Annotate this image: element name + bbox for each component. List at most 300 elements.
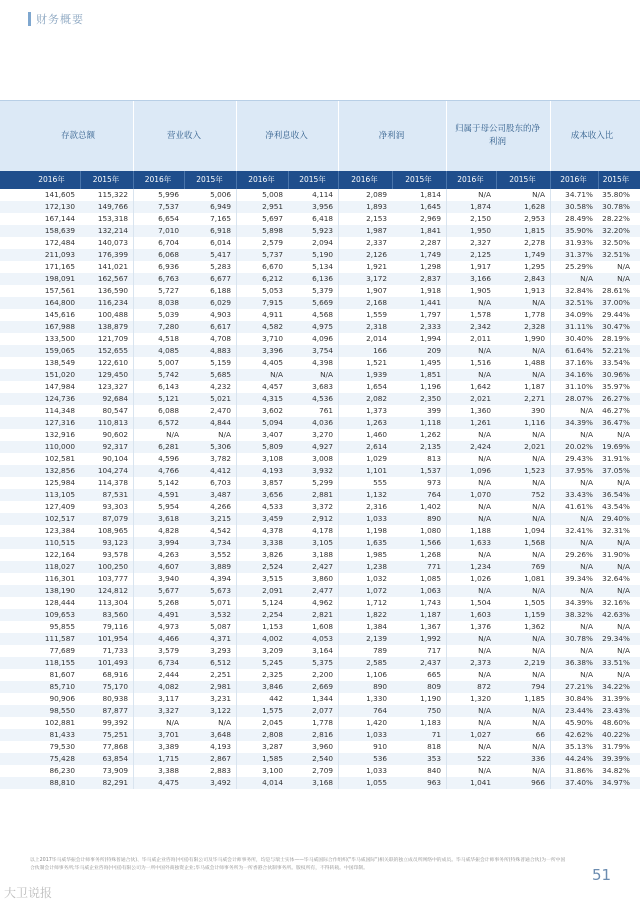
year-header-5: 2015年 [299, 175, 326, 184]
table-cell: 20.02% [565, 442, 593, 451]
table-cell: 665 [427, 670, 441, 679]
table-row [0, 321, 640, 333]
table-cell: 44.24% [565, 754, 593, 763]
column-separator [236, 717, 237, 729]
table-cell: 522 [477, 754, 491, 763]
table-cell: N/A [532, 298, 545, 307]
table-cell: 31.91% [602, 454, 630, 463]
table-cell: 99,392 [102, 718, 128, 727]
table-cell: 4,903 [210, 310, 231, 319]
table-cell: 1,921 [366, 262, 387, 271]
table-cell: N/A [532, 430, 545, 439]
table-cell: 1,749 [524, 250, 545, 259]
table-cell: 81,607 [49, 670, 75, 679]
column-separator [133, 333, 134, 345]
table-cell: 840 [427, 766, 441, 775]
table-row [0, 381, 640, 393]
table-cell: 2,251 [210, 670, 231, 679]
table-cell: 5,677 [158, 586, 179, 595]
table-row [0, 369, 640, 381]
table-cell: 1,402 [420, 502, 441, 511]
table-cell: 4,263 [158, 550, 179, 559]
year-header-4: 2016年 [248, 175, 275, 184]
column-separator [550, 705, 551, 717]
table-cell: 2,709 [312, 766, 333, 775]
table-cell: 28.61% [602, 286, 630, 295]
table-row [0, 513, 640, 525]
year-header-8: 2016年 [457, 175, 484, 184]
table-cell: 5,087 [210, 622, 231, 631]
table-cell: 95,855 [49, 622, 75, 631]
table-cell: N/A [617, 478, 630, 487]
column-separator [550, 465, 551, 477]
column-separator [446, 741, 447, 753]
table-cell: 761 [319, 406, 333, 415]
table-cell: 1,441 [420, 298, 441, 307]
table-cell: 5,008 [262, 190, 283, 199]
column-separator [446, 297, 447, 309]
column-separator [133, 777, 134, 789]
table-row [0, 261, 640, 273]
column-separator [133, 249, 134, 261]
table-cell: N/A [532, 766, 545, 775]
column-separator [550, 609, 551, 621]
table-cell: 5,283 [210, 262, 231, 271]
table-cell: 3,396 [262, 346, 283, 355]
column-separator [550, 261, 551, 273]
table-cell: 1,063 [420, 586, 441, 595]
column-separator [338, 405, 339, 417]
column-separator [236, 669, 237, 681]
column-separator [550, 669, 551, 681]
table-cell: 910 [373, 742, 387, 751]
table-cell: 30.78% [602, 202, 630, 211]
table-cell: 5,673 [210, 586, 231, 595]
table-cell: 34.16% [565, 370, 593, 379]
table-cell: 28.19% [602, 334, 630, 343]
table-cell: 3,734 [210, 538, 231, 547]
column-separator [133, 729, 134, 741]
column-separator [338, 717, 339, 729]
table-row [0, 309, 640, 321]
column-separator [236, 573, 237, 585]
column-separator [446, 309, 447, 321]
column-separator [446, 693, 447, 705]
column-separator [133, 705, 134, 717]
table-cell: 1,132 [366, 490, 387, 499]
column-separator [446, 765, 447, 777]
column-separator [236, 225, 237, 237]
table-cell: 30.47% [602, 322, 630, 331]
table-row [0, 657, 640, 669]
table-cell: 5,954 [158, 502, 179, 511]
table-cell: 4,053 [312, 634, 333, 643]
table-cell: 1,183 [420, 718, 441, 727]
table-cell: N/A [617, 586, 630, 595]
table-cell: 29.34% [602, 634, 630, 643]
table-cell: 172,484 [44, 238, 75, 247]
table-row [0, 489, 640, 501]
table-cell: 29.44% [602, 310, 630, 319]
column-separator [550, 237, 551, 249]
table-cell: 31.37% [565, 250, 593, 259]
column-separator [446, 405, 447, 417]
table-cell: 1,654 [366, 382, 387, 391]
table-row [0, 573, 640, 585]
table-cell: 4,766 [158, 466, 179, 475]
column-separator [133, 573, 134, 585]
table-cell: 3,231 [210, 694, 231, 703]
table-row [0, 405, 640, 417]
table-cell: 1,080 [420, 526, 441, 535]
column-separator [133, 765, 134, 777]
table-cell: 1,992 [420, 634, 441, 643]
table-cell: 1,815 [524, 226, 545, 235]
table-row [0, 333, 640, 345]
table-cell: 1,362 [524, 622, 545, 631]
table-cell: 35.97% [602, 382, 630, 391]
table-cell: 87,877 [102, 706, 128, 715]
table-cell: 1,797 [420, 310, 441, 319]
column-separator [338, 309, 339, 321]
table-cell: 4,883 [210, 346, 231, 355]
column-separator [550, 657, 551, 669]
table-cell: 2,153 [366, 214, 387, 223]
table-cell: 4,518 [158, 334, 179, 343]
table-cell: 2,045 [262, 718, 283, 727]
table-cell: 4,607 [158, 562, 179, 571]
table-cell: 113,304 [97, 598, 128, 607]
table-cell: 2,585 [366, 658, 387, 667]
column-separator [133, 561, 134, 573]
column-separator [133, 525, 134, 537]
table-cell: 2,021 [470, 394, 491, 403]
table-cell: 176,399 [97, 250, 128, 259]
column-separator [550, 381, 551, 393]
table-cell: N/A [478, 634, 491, 643]
table-cell: 90,906 [49, 694, 75, 703]
table-cell: 4,398 [312, 358, 333, 367]
table-cell: 92,317 [102, 442, 128, 451]
table-cell: 3,215 [210, 514, 231, 523]
table-cell: 157,561 [44, 286, 75, 295]
column-separator [446, 681, 447, 693]
table-cell: 3,857 [262, 478, 283, 487]
table-cell: 115,322 [97, 190, 128, 199]
table-cell: 4,412 [210, 466, 231, 475]
table-cell: 1,367 [420, 622, 441, 631]
table-cell: 3,889 [210, 562, 231, 571]
table-cell: 3,860 [312, 574, 333, 583]
table-cell: 2,342 [470, 322, 491, 331]
table-cell: 30.96% [602, 370, 630, 379]
table-cell: N/A [478, 586, 491, 595]
table-cell: 764 [427, 490, 441, 499]
table-cell: 6,188 [210, 286, 231, 295]
column-separator [446, 585, 447, 597]
table-cell: 1,905 [470, 286, 491, 295]
column-separator [550, 429, 551, 441]
table-cell: 35.13% [565, 742, 593, 751]
table-cell: 1,320 [470, 694, 491, 703]
table-cell: 1,330 [366, 694, 387, 703]
table-cell: 750 [427, 706, 441, 715]
table-row [0, 681, 640, 693]
column-separator [236, 513, 237, 525]
column-separator [236, 249, 237, 261]
table-cell: 37.16% [565, 358, 593, 367]
table-cell: 32.41% [565, 526, 593, 535]
column-separator [133, 309, 134, 321]
column-separator [550, 333, 551, 345]
year-header-9: 2015年 [509, 175, 536, 184]
table-cell: 3,105 [312, 538, 333, 547]
table-cell: 132,214 [97, 226, 128, 235]
table-cell: 6,512 [210, 658, 231, 667]
table-cell: N/A [532, 706, 545, 715]
year-separator [80, 171, 81, 189]
table-cell: 124,812 [97, 586, 128, 595]
column-separator [133, 741, 134, 753]
table-cell: 2,579 [262, 238, 283, 247]
table-cell: 4,911 [262, 310, 283, 319]
table-cell: 43.54% [602, 502, 630, 511]
table-cell: 5,697 [262, 214, 283, 223]
column-separator [236, 429, 237, 441]
table-cell: 86,230 [49, 766, 75, 775]
table-row [0, 501, 640, 513]
table-cell: 5,669 [312, 298, 333, 307]
column-separator [550, 645, 551, 657]
table-cell: 1,537 [420, 466, 441, 475]
table-cell: 890 [427, 514, 441, 523]
table-cell: 1,033 [366, 766, 387, 775]
table-cell: 36.47% [602, 418, 630, 427]
column-separator [236, 609, 237, 621]
table-cell: 1,939 [366, 370, 387, 379]
table-cell: 5,923 [312, 226, 333, 235]
table-row [0, 249, 640, 261]
table-cell: 809 [427, 682, 441, 691]
column-separator [338, 225, 339, 237]
table-cell: 110,813 [97, 418, 128, 427]
column-separator [236, 441, 237, 453]
table-cell: 1,504 [470, 598, 491, 607]
table-row [0, 441, 640, 453]
table-cell: 3,552 [210, 550, 231, 559]
table-cell: 4,036 [312, 418, 333, 427]
table-cell: 33.51% [602, 658, 630, 667]
column-separator [446, 597, 447, 609]
financial-table [0, 100, 640, 789]
column-separator [338, 381, 339, 393]
table-cell: 3,846 [262, 682, 283, 691]
column-separator [338, 669, 339, 681]
table-cell: 31.79% [602, 742, 630, 751]
column-separator [338, 465, 339, 477]
table-cell: 5,379 [312, 286, 333, 295]
column-separator [338, 273, 339, 285]
table-cell: 121,709 [97, 334, 128, 343]
table-cell: 93,303 [102, 502, 128, 511]
table-cell: 6,143 [158, 382, 179, 391]
column-separator [446, 753, 447, 765]
column-separator [338, 549, 339, 561]
table-cell: 104,274 [97, 466, 128, 475]
table-cell: 5,121 [158, 394, 179, 403]
table-cell: 29.43% [565, 454, 593, 463]
table-cell: 1,032 [366, 574, 387, 583]
column-separator [133, 609, 134, 621]
table-cell: 138,549 [44, 358, 75, 367]
table-cell: 138,190 [44, 586, 75, 595]
column-separator [550, 777, 551, 789]
table-cell: 2,089 [366, 190, 387, 199]
year-header-0: 2016年 [38, 175, 65, 184]
table-cell: 129,450 [97, 370, 128, 379]
table-cell: 152,655 [97, 346, 128, 355]
column-separator [338, 429, 339, 441]
table-cell: 973 [427, 478, 441, 487]
column-separator [133, 261, 134, 273]
table-cell: 1,907 [366, 286, 387, 295]
table-cell: 1,159 [524, 610, 545, 619]
table-cell: 3,372 [312, 502, 333, 511]
table-cell: 1,070 [470, 490, 491, 499]
table-cell: 5,742 [158, 370, 179, 379]
table-cell: 1,116 [524, 418, 545, 427]
table-row [0, 609, 640, 621]
column-separator [133, 633, 134, 645]
table-cell: 122,610 [97, 358, 128, 367]
column-separator [236, 393, 237, 405]
column-separator [133, 369, 134, 381]
table-cell: 1,101 [366, 466, 387, 475]
column-separator [338, 681, 339, 693]
table-cell: 1,384 [366, 622, 387, 631]
table-cell: 2,524 [262, 562, 283, 571]
table-cell: 3,932 [312, 466, 333, 475]
table-cell: 118,027 [44, 562, 75, 571]
column-separator [133, 285, 134, 297]
table-cell: 5,299 [312, 478, 333, 487]
column-separator [236, 333, 237, 345]
column-separator [550, 441, 551, 453]
column-separator [236, 321, 237, 333]
table-cell: 90,602 [102, 430, 128, 439]
table-cell: N/A [478, 502, 491, 511]
table-cell: 198,091 [44, 274, 75, 283]
table-cell: 30.78% [565, 634, 593, 643]
table-cell: 442 [269, 694, 283, 703]
table-cell: 3,122 [210, 706, 231, 715]
table-cell: 3,459 [262, 514, 283, 523]
table-cell: 7,280 [158, 322, 179, 331]
table-cell: 5,094 [262, 418, 283, 427]
table-cell: 4,708 [210, 334, 231, 343]
table-cell: 3,117 [158, 694, 179, 703]
table-cell: N/A [532, 586, 545, 595]
column-separator [133, 513, 134, 525]
table-cell: 4,844 [210, 418, 231, 427]
table-cell: 2,816 [312, 730, 333, 739]
table-cell: 149,766 [97, 202, 128, 211]
group-separator [446, 101, 447, 171]
table-cell: N/A [617, 430, 630, 439]
table-cell: 87,531 [102, 490, 128, 499]
table-cell: 85,710 [49, 682, 75, 691]
column-separator [236, 681, 237, 693]
table-cell: 34.71% [565, 190, 593, 199]
table-cell: 1,085 [420, 574, 441, 583]
column-separator [338, 369, 339, 381]
column-separator [550, 585, 551, 597]
table-cell: 6,734 [158, 658, 179, 667]
table-row [0, 285, 640, 297]
table-cell: 1,778 [312, 718, 333, 727]
table-cell: 37.40% [565, 778, 593, 787]
table-row [0, 693, 640, 705]
table-cell: N/A [580, 646, 593, 655]
table-cell: N/A [218, 430, 231, 439]
column-separator [236, 477, 237, 489]
column-separator [338, 189, 339, 201]
table-cell: 27.21% [565, 682, 593, 691]
table-cell: 3,168 [312, 778, 333, 787]
table-cell: 1,822 [366, 610, 387, 619]
table-cell: 1,263 [366, 418, 387, 427]
table-cell: 5,306 [210, 442, 231, 451]
table-cell: N/A [532, 742, 545, 751]
table-cell: 3,960 [312, 742, 333, 751]
table-cell: 3,327 [158, 706, 179, 715]
table-cell: N/A [580, 622, 593, 631]
table-cell: 1,950 [470, 226, 491, 235]
table-cell: 81,433 [49, 730, 75, 739]
column-separator [338, 345, 339, 357]
column-separator [133, 645, 134, 657]
table-cell: 110,515 [44, 538, 75, 547]
table-cell: N/A [478, 742, 491, 751]
table-cell: 42.62% [565, 730, 593, 739]
table-row [0, 729, 640, 741]
table-cell: 4,491 [158, 610, 179, 619]
column-separator [446, 429, 447, 441]
column-separator [446, 561, 447, 573]
column-separator [338, 201, 339, 213]
table-cell: 164,800 [44, 298, 75, 307]
table-cell: 34.39% [565, 598, 593, 607]
table-cell: 1,841 [420, 226, 441, 235]
column-separator [446, 249, 447, 261]
table-cell: N/A [478, 718, 491, 727]
table-cell: 31.86% [565, 766, 593, 775]
table-cell: 28.07% [565, 394, 593, 403]
year-header-6: 2016年 [351, 175, 378, 184]
column-separator [236, 777, 237, 789]
table-cell: 2,125 [470, 250, 491, 259]
column-separator [338, 393, 339, 405]
table-cell: 32.20% [602, 226, 630, 235]
table-row [0, 621, 640, 633]
table-cell: 2,373 [470, 658, 491, 667]
table-cell: N/A [478, 190, 491, 199]
table-cell: 1,185 [524, 694, 545, 703]
column-separator [236, 525, 237, 537]
column-separator [446, 609, 447, 621]
table-cell: 3,209 [262, 646, 283, 655]
table-cell: 2,126 [366, 250, 387, 259]
